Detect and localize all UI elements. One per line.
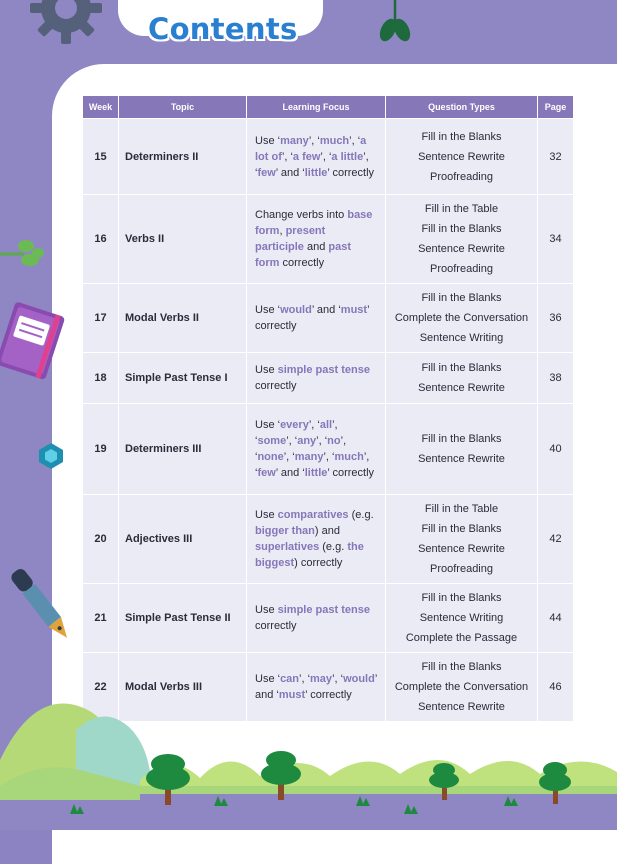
week-number: 19 <box>83 404 118 494</box>
question-type-item: Proofreading <box>430 263 493 275</box>
question-type-item: Complete the Conversation <box>394 312 529 324</box>
notebook-icon <box>0 300 70 384</box>
focus-keyword: much <box>319 134 350 147</box>
question-type-item: Sentence Writing <box>419 332 504 344</box>
focus-keyword: few <box>257 467 276 479</box>
learning-focus <box>247 404 385 494</box>
focus-text: ’, ‘ <box>255 451 370 479</box>
focus-text: correctly <box>255 380 297 392</box>
focus-text: ’, ‘ <box>320 150 332 163</box>
focus-text: ’ correctly <box>255 304 370 332</box>
focus-text: ’ correctly <box>327 467 375 479</box>
page-number: 46 <box>538 653 573 721</box>
focus-text: Use ‘ <box>255 673 281 685</box>
focus-keyword: would <box>280 304 312 316</box>
week-number: 15 <box>83 119 118 194</box>
focus-text: ’ and ‘ <box>275 467 305 479</box>
focus-text: Use <box>255 364 278 376</box>
topic-name: Determiners III <box>119 404 246 494</box>
focus-text: Use <box>255 509 278 521</box>
question-type-item: Proofreading <box>430 563 493 575</box>
week-number: 18 <box>83 353 118 403</box>
focus-text: Use ‘ <box>255 419 281 431</box>
question-types <box>386 284 537 352</box>
question-type-item: Sentence Rewrite <box>418 150 505 163</box>
focus-keyword: every <box>280 419 309 431</box>
focus-text: ’, ‘ <box>255 435 347 463</box>
question-type-item: Fill in the Blanks <box>421 592 502 604</box>
question-type-item: Fill in the Table <box>424 203 499 215</box>
focus-text: Change verbs into <box>255 209 348 221</box>
question-type-item: Sentence Rewrite <box>418 701 505 713</box>
pen-icon <box>8 562 78 652</box>
learning-focus <box>247 195 385 283</box>
focus-text: and <box>303 241 329 253</box>
learning-focus <box>247 284 385 352</box>
question-type-item: Sentence Rewrite <box>418 543 505 555</box>
week-number: 20 <box>83 495 118 583</box>
focus-text: ) correctly <box>294 557 343 569</box>
focus-text: ) and <box>314 525 340 537</box>
header-learning-focus: Learning Focus <box>247 96 385 118</box>
focus-keyword: base form <box>255 209 373 237</box>
focus-text: ’ and ‘ <box>275 166 305 179</box>
question-types <box>386 119 537 194</box>
table-header-row <box>83 96 573 118</box>
table-row <box>83 119 573 194</box>
leaf-icon <box>0 236 44 270</box>
focus-text: ’ correctly <box>327 166 375 179</box>
topic-name: Modal Verbs III <box>119 653 246 721</box>
topic-name: Modal Verbs II <box>119 284 246 352</box>
focus-keyword: a lot of <box>255 134 367 163</box>
question-type-item: Fill in the Blanks <box>421 362 502 374</box>
page-number: 38 <box>538 353 573 403</box>
page-number: 40 <box>538 404 573 494</box>
focus-keyword: past form <box>255 241 351 269</box>
page-title: Contents <box>148 12 298 46</box>
topic-name: Determiners II <box>119 119 246 194</box>
focus-text: ’ and ‘ <box>255 673 377 701</box>
header-topic: Topic <box>119 96 246 118</box>
focus-text: , <box>279 225 286 237</box>
focus-keyword: a little <box>331 150 364 163</box>
learning-focus <box>247 119 385 194</box>
question-type-item: Sentence Writing <box>419 612 504 624</box>
focus-keyword: much <box>334 451 364 463</box>
focus-text: ’, ‘ <box>323 451 335 463</box>
hills-illustration <box>0 690 617 830</box>
question-type-item: Fill in the Blanks <box>421 523 502 535</box>
page-number: 36 <box>538 284 573 352</box>
focus-keyword: none <box>257 451 284 463</box>
question-types <box>386 584 537 652</box>
focus-keyword: can <box>280 673 300 685</box>
focus-keyword: must <box>278 689 306 701</box>
focus-text: ’, ‘ <box>349 134 361 147</box>
focus-text: ’, ‘ <box>255 419 338 447</box>
header-page: Page <box>538 96 573 118</box>
learning-focus <box>247 353 385 403</box>
focus-keyword: simple past tense <box>277 604 370 616</box>
question-type-item: Sentence Rewrite <box>418 453 505 465</box>
focus-keyword: comparatives <box>277 509 349 521</box>
topic-name: Simple Past Tense I <box>119 353 246 403</box>
focus-text: ’, ‘ <box>332 673 344 685</box>
page-number: 44 <box>538 584 573 652</box>
header-question-types: Question Types <box>386 96 537 118</box>
focus-keyword: superlatives <box>255 541 320 553</box>
question-type-item: Fill in the Blanks <box>421 292 502 304</box>
question-types <box>386 495 537 583</box>
focus-keyword: some <box>257 435 287 447</box>
question-type-item: Sentence Rewrite <box>418 243 505 255</box>
week-number: 21 <box>83 584 118 652</box>
focus-keyword: little <box>304 467 328 479</box>
focus-text: ’, ‘ <box>308 419 320 431</box>
focus-text: ’, ‘ <box>281 150 293 163</box>
focus-keyword: bigger than <box>255 525 315 537</box>
focus-keyword: many <box>294 451 324 463</box>
focus-text: Use <box>255 604 278 616</box>
focus-text: ’, ‘ <box>299 673 311 685</box>
focus-text: ’, ‘ <box>255 150 369 179</box>
focus-text: ’, ‘ <box>283 451 295 463</box>
focus-text: correctly <box>255 620 297 632</box>
table-row <box>83 195 573 283</box>
topic-name: Adjectives III <box>119 495 246 583</box>
focus-keyword: few <box>257 166 276 179</box>
focus-text: ’ correctly <box>305 689 352 701</box>
question-type-item: Fill in the Blanks <box>421 661 502 673</box>
header-week: Week <box>83 96 118 118</box>
table-row <box>83 353 573 403</box>
learning-focus <box>247 495 385 583</box>
topic-name: Simple Past Tense II <box>119 584 246 652</box>
focus-keyword: would <box>343 673 375 685</box>
focus-text: ’ and ‘ <box>311 304 341 316</box>
focus-keyword: a few <box>292 150 321 163</box>
question-type-item: Fill in the Blanks <box>421 433 502 445</box>
question-types <box>386 404 537 494</box>
page-number: 34 <box>538 195 573 283</box>
week-number: 22 <box>83 653 118 721</box>
question-type-item: Proofreading <box>430 170 493 183</box>
focus-text: Use ‘ <box>255 304 281 316</box>
focus-keyword: simple past tense <box>277 364 370 376</box>
page-number: 42 <box>538 495 573 583</box>
focus-keyword: the biggest <box>255 541 364 569</box>
focus-keyword: any <box>297 435 317 447</box>
focus-keyword: may <box>310 673 333 685</box>
question-type-item: Fill in the Blanks <box>421 130 502 143</box>
table-row <box>83 404 573 494</box>
page-number: 32 <box>538 119 573 194</box>
focus-text: ’, ‘ <box>308 134 320 147</box>
focus-keyword: all <box>319 419 333 431</box>
question-type-item: Complete the Conversation <box>394 681 529 693</box>
learning-focus <box>247 584 385 652</box>
question-type-item: Complete the Passage <box>405 632 518 644</box>
gear-icon <box>30 0 102 44</box>
focus-keyword: present participle <box>255 225 326 253</box>
sprout-icon <box>378 0 412 48</box>
focus-text: (e.g. <box>348 509 374 521</box>
week-number: 17 <box>83 284 118 352</box>
focus-keyword: must <box>340 304 368 316</box>
question-types <box>386 353 537 403</box>
question-type-item: Fill in the Blanks <box>421 223 502 235</box>
contents-table <box>82 95 574 722</box>
focus-text: ’, ‘ <box>316 435 328 447</box>
focus-keyword: little <box>304 166 328 179</box>
focus-text: ’, ‘ <box>286 435 298 447</box>
focus-text: Use ‘ <box>255 134 281 147</box>
table-row <box>83 284 573 352</box>
focus-keyword: many <box>280 134 309 147</box>
topic-name: Verbs II <box>119 195 246 283</box>
focus-text: correctly <box>279 257 325 269</box>
table-row <box>83 584 573 652</box>
gem-icon <box>36 441 66 471</box>
question-types <box>386 195 537 283</box>
table-row <box>83 495 573 583</box>
focus-text: (e.g. <box>319 541 348 553</box>
question-type-item: Fill in the Table <box>424 503 499 515</box>
focus-keyword: no <box>327 435 341 447</box>
question-type-item: Sentence Rewrite <box>418 382 505 394</box>
week-number: 16 <box>83 195 118 283</box>
